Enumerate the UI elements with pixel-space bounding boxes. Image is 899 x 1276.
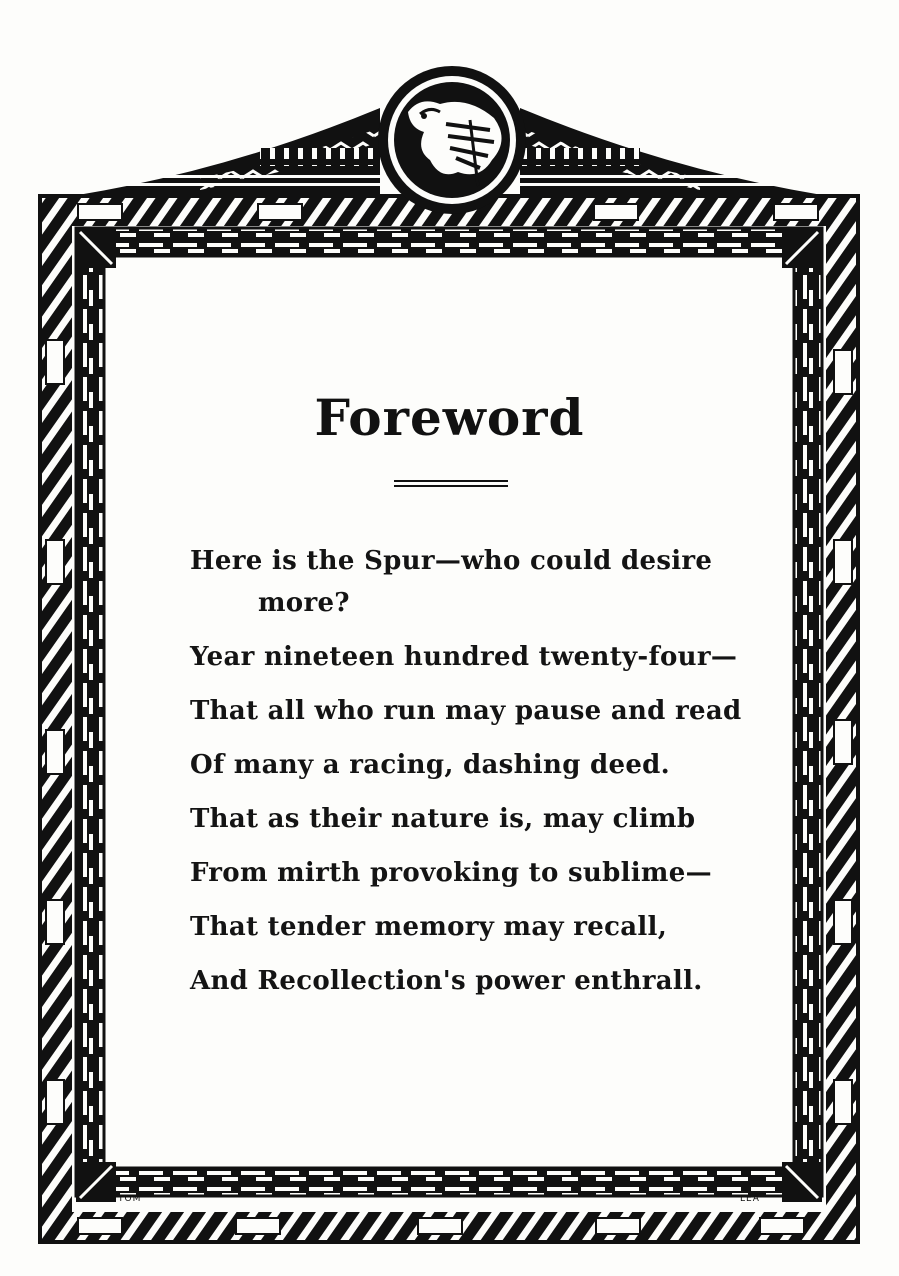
poem-line: Here is the Spur—who could desire [190, 546, 713, 576]
poem-line: That all who run may pause and read [190, 696, 742, 726]
poem-line: That as their nature is, may climb [190, 804, 696, 834]
artist-signature-left: TOM [118, 1194, 142, 1204]
poem [190, 534, 750, 1008]
poem-line: And Recollection's power enthrall. [190, 966, 703, 996]
poem-line: Of many a racing, dashing deed. [190, 750, 671, 780]
poem-line: Year nineteen hundred twenty-four— [190, 642, 738, 672]
poem-line: From mirth provoking to sublime— [190, 858, 712, 888]
artist-signature-right: LEA [740, 1194, 760, 1204]
poem-line: That tender memory may recall, [190, 912, 668, 942]
bird-medallion-icon [378, 66, 526, 214]
title-underline [394, 480, 508, 490]
poem-line: more? [258, 588, 350, 618]
page-title: Foreword [314, 388, 585, 447]
